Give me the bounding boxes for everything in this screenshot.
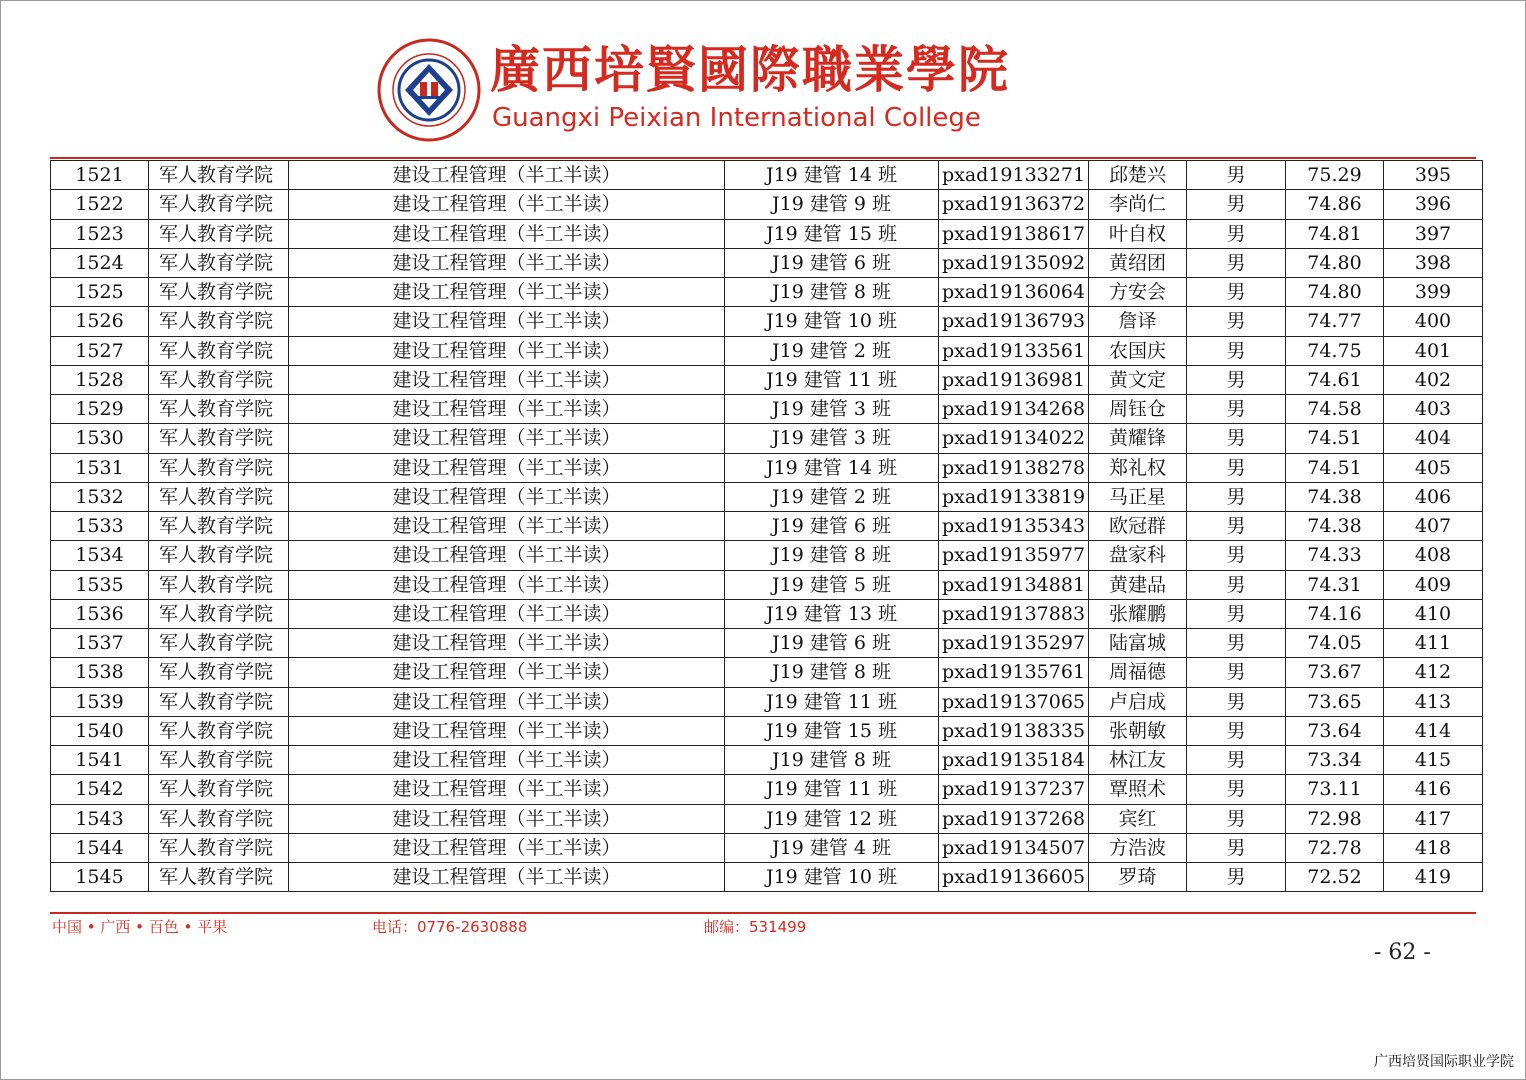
cell-college: 军人教育学院: [149, 512, 289, 541]
cell-student-id: pxad19136064: [939, 278, 1089, 307]
cell-major: 建设工程管理（半工半读）: [289, 570, 725, 599]
cell-class: J19 建管 8 班: [725, 541, 939, 570]
cell-name: 卢启成: [1089, 687, 1187, 716]
table-row: [51, 453, 1483, 482]
cell-class: J19 建管 13 班: [725, 599, 939, 628]
cell-gender: 男: [1187, 365, 1286, 394]
table-row: [51, 395, 1483, 424]
cell-rank: 1540: [51, 716, 149, 745]
cell-gender: 男: [1187, 161, 1286, 190]
cell-score: 74.31: [1286, 570, 1384, 599]
cell-student-id: pxad19137065: [939, 687, 1089, 716]
table-row: [51, 687, 1483, 716]
cell-class: J19 建管 2 班: [725, 336, 939, 365]
cell-class-rank: 415: [1384, 746, 1483, 775]
cell-name: 农国庆: [1089, 336, 1187, 365]
cell-rank: 1530: [51, 424, 149, 453]
cell-major: 建设工程管理（半工半读）: [289, 453, 725, 482]
cell-score: 74.51: [1286, 424, 1384, 453]
cell-student-id: pxad19136981: [939, 365, 1089, 394]
cell-gender: 男: [1187, 570, 1286, 599]
cell-class-rank: 403: [1384, 395, 1483, 424]
table-row: [51, 161, 1483, 190]
cell-major: 建设工程管理（半工半读）: [289, 278, 725, 307]
cell-score: 74.51: [1286, 453, 1384, 482]
cell-student-id: pxad19138335: [939, 716, 1089, 745]
cell-student-id: pxad19135343: [939, 512, 1089, 541]
cell-major: 建设工程管理（半工半读）: [289, 863, 725, 892]
cell-name: 黄绍团: [1089, 248, 1187, 277]
cell-rank: 1531: [51, 453, 149, 482]
table-row: [51, 570, 1483, 599]
cell-score: 74.86: [1286, 190, 1384, 219]
cell-major: 建设工程管理（半工半读）: [289, 219, 725, 248]
cell-rank: 1538: [51, 658, 149, 687]
cell-student-id: pxad19134268: [939, 395, 1089, 424]
cell-gender: 男: [1187, 453, 1286, 482]
cell-class-rank: 407: [1384, 512, 1483, 541]
table-row: [51, 599, 1483, 628]
cell-class-rank: 414: [1384, 716, 1483, 745]
cell-student-id: pxad19133561: [939, 336, 1089, 365]
cell-major: 建设工程管理（半工半读）: [289, 190, 725, 219]
cell-class: J19 建管 14 班: [725, 453, 939, 482]
cell-name: 詹译: [1089, 307, 1187, 336]
cell-score: 73.11: [1286, 775, 1384, 804]
cell-class-rank: 405: [1384, 453, 1483, 482]
cell-score: 74.16: [1286, 599, 1384, 628]
cell-college: 军人教育学院: [149, 482, 289, 511]
cell-major: 建设工程管理（半工半读）: [289, 482, 725, 511]
cell-name: 宾红: [1089, 804, 1187, 833]
cell-class-rank: 408: [1384, 541, 1483, 570]
college-seal-logo: [377, 38, 481, 142]
cell-name: 盘家科: [1089, 541, 1187, 570]
cell-gender: 男: [1187, 863, 1286, 892]
cell-name: 郑礼权: [1089, 453, 1187, 482]
cell-rank: 1528: [51, 365, 149, 394]
cell-college: 军人教育学院: [149, 775, 289, 804]
cell-class-rank: 418: [1384, 833, 1483, 862]
cell-name: 方安会: [1089, 278, 1187, 307]
cell-gender: 男: [1187, 482, 1286, 511]
cell-class-rank: 411: [1384, 629, 1483, 658]
cell-class: J19 建管 10 班: [725, 863, 939, 892]
cell-score: 74.58: [1286, 395, 1384, 424]
cell-gender: 男: [1187, 395, 1286, 424]
cell-class: J19 建管 5 班: [725, 570, 939, 599]
cell-college: 军人教育学院: [149, 833, 289, 862]
cell-student-id: pxad19133819: [939, 482, 1089, 511]
cell-score: 73.65: [1286, 687, 1384, 716]
cell-rank: 1526: [51, 307, 149, 336]
cell-gender: 男: [1187, 599, 1286, 628]
cell-class: J19 建管 15 班: [725, 219, 939, 248]
cell-score: 74.33: [1286, 541, 1384, 570]
cell-rank: 1532: [51, 482, 149, 511]
cell-class: J19 建管 9 班: [725, 190, 939, 219]
cell-name: 叶自权: [1089, 219, 1187, 248]
cell-rank: 1522: [51, 190, 149, 219]
cell-rank: 1544: [51, 833, 149, 862]
cell-class: J19 建管 3 班: [725, 395, 939, 424]
cell-score: 73.64: [1286, 716, 1384, 745]
cell-score: 74.80: [1286, 248, 1384, 277]
ranking-table: [50, 160, 1483, 892]
cell-student-id: pxad19136605: [939, 863, 1089, 892]
cell-student-id: pxad19137237: [939, 775, 1089, 804]
table-row: [51, 775, 1483, 804]
cell-class: J19 建管 11 班: [725, 687, 939, 716]
cell-major: 建设工程管理（半工半读）: [289, 833, 725, 862]
cell-major: 建设工程管理（半工半读）: [289, 512, 725, 541]
cell-student-id: pxad19133271: [939, 161, 1089, 190]
cell-name: 黄建品: [1089, 570, 1187, 599]
cell-class: J19 建管 3 班: [725, 424, 939, 453]
cell-college: 军人教育学院: [149, 219, 289, 248]
cell-gender: 男: [1187, 746, 1286, 775]
cell-class-rank: 399: [1384, 278, 1483, 307]
cell-student-id: pxad19135297: [939, 629, 1089, 658]
cell-rank: 1537: [51, 629, 149, 658]
footer-postcode: 邮编：531499: [704, 918, 807, 936]
cell-class-rank: 404: [1384, 424, 1483, 453]
cell-name: 覃照术: [1089, 775, 1187, 804]
table-row: [51, 248, 1483, 277]
cell-gender: 男: [1187, 804, 1286, 833]
cell-gender: 男: [1187, 424, 1286, 453]
cell-major: 建设工程管理（半工半读）: [289, 746, 725, 775]
cell-class-rank: 397: [1384, 219, 1483, 248]
cell-class: J19 建管 14 班: [725, 161, 939, 190]
cell-student-id: pxad19135184: [939, 746, 1089, 775]
cell-gender: 男: [1187, 716, 1286, 745]
cell-gender: 男: [1187, 278, 1286, 307]
cell-college: 军人教育学院: [149, 278, 289, 307]
table-row: [51, 716, 1483, 745]
cell-rank: 1529: [51, 395, 149, 424]
cell-name: 林江友: [1089, 746, 1187, 775]
cell-class: J19 建管 11 班: [725, 365, 939, 394]
cell-rank: 1543: [51, 804, 149, 833]
cell-major: 建设工程管理（半工半读）: [289, 775, 725, 804]
cell-class: J19 建管 2 班: [725, 482, 939, 511]
cell-college: 军人教育学院: [149, 541, 289, 570]
table-row: [51, 833, 1483, 862]
cell-rank: 1539: [51, 687, 149, 716]
table-row: [51, 482, 1483, 511]
cell-major: 建设工程管理（半工半读）: [289, 161, 725, 190]
cell-college: 军人教育学院: [149, 424, 289, 453]
cell-gender: 男: [1187, 629, 1286, 658]
cell-student-id: pxad19136372: [939, 190, 1089, 219]
cell-class: J19 建管 8 班: [725, 746, 939, 775]
cell-name: 方浩波: [1089, 833, 1187, 862]
cell-college: 军人教育学院: [149, 453, 289, 482]
watermark-text: 广西培贤国际职业学院: [1374, 1054, 1514, 1070]
table-row: [51, 278, 1483, 307]
table-row: [51, 541, 1483, 570]
cell-class-rank: 396: [1384, 190, 1483, 219]
cell-name: 黄耀锋: [1089, 424, 1187, 453]
cell-rank: 1542: [51, 775, 149, 804]
cell-class-rank: 402: [1384, 365, 1483, 394]
cell-rank: 1523: [51, 219, 149, 248]
cell-major: 建设工程管理（半工半读）: [289, 629, 725, 658]
cell-class-rank: 409: [1384, 570, 1483, 599]
cell-gender: 男: [1187, 190, 1286, 219]
cell-rank: 1525: [51, 278, 149, 307]
cell-major: 建设工程管理（半工半读）: [289, 336, 725, 365]
cell-student-id: pxad19136793: [939, 307, 1089, 336]
cell-name: 张耀鹏: [1089, 599, 1187, 628]
cell-student-id: pxad19135092: [939, 248, 1089, 277]
cell-student-id: pxad19134507: [939, 833, 1089, 862]
page-number: - 62 -: [1374, 940, 1431, 965]
cell-score: 74.80: [1286, 278, 1384, 307]
cell-college: 军人教育学院: [149, 599, 289, 628]
cell-gender: 男: [1187, 833, 1286, 862]
table-row: [51, 746, 1483, 775]
cell-rank: 1536: [51, 599, 149, 628]
cell-rank: 1545: [51, 863, 149, 892]
cell-college: 军人教育学院: [149, 365, 289, 394]
cell-college: 军人教育学院: [149, 746, 289, 775]
cell-class: J19 建管 10 班: [725, 307, 939, 336]
cell-major: 建设工程管理（半工半读）: [289, 541, 725, 570]
cell-student-id: pxad19137883: [939, 599, 1089, 628]
cell-score: 73.67: [1286, 658, 1384, 687]
table-row: [51, 658, 1483, 687]
cell-rank: 1533: [51, 512, 149, 541]
cell-student-id: pxad19134022: [939, 424, 1089, 453]
cell-class: J19 建管 6 班: [725, 512, 939, 541]
cell-score: 74.38: [1286, 512, 1384, 541]
cell-class-rank: 419: [1384, 863, 1483, 892]
cell-major: 建设工程管理（半工半读）: [289, 599, 725, 628]
cell-class-rank: 417: [1384, 804, 1483, 833]
cell-name: 黄文定: [1089, 365, 1187, 394]
cell-class: J19 建管 4 班: [725, 833, 939, 862]
cell-major: 建设工程管理（半工半读）: [289, 687, 725, 716]
cell-gender: 男: [1187, 248, 1286, 277]
cell-student-id: pxad19138617: [939, 219, 1089, 248]
cell-class-rank: 416: [1384, 775, 1483, 804]
cell-score: 74.75: [1286, 336, 1384, 365]
table-row: [51, 863, 1483, 892]
cell-rank: 1534: [51, 541, 149, 570]
cell-major: 建设工程管理（半工半读）: [289, 804, 725, 833]
cell-name: 李尚仁: [1089, 190, 1187, 219]
cell-college: 军人教育学院: [149, 248, 289, 277]
table-row: [51, 629, 1483, 658]
table-body: [51, 161, 1483, 892]
table-row: [51, 307, 1483, 336]
cell-rank: 1535: [51, 570, 149, 599]
cell-college: 军人教育学院: [149, 804, 289, 833]
table-row: [51, 336, 1483, 365]
cell-score: 74.38: [1286, 482, 1384, 511]
cell-student-id: pxad19137268: [939, 804, 1089, 833]
table-row: [51, 219, 1483, 248]
cell-class: J19 建管 6 班: [725, 248, 939, 277]
header-divider: [50, 157, 1476, 159]
cell-class: J19 建管 12 班: [725, 804, 939, 833]
cell-class: J19 建管 8 班: [725, 658, 939, 687]
cell-college: 军人教育学院: [149, 658, 289, 687]
table-row: [51, 804, 1483, 833]
cell-name: 张朝敏: [1089, 716, 1187, 745]
cell-student-id: pxad19134881: [939, 570, 1089, 599]
cell-score: 74.77: [1286, 307, 1384, 336]
cell-college: 军人教育学院: [149, 863, 289, 892]
footer-divider: [50, 912, 1476, 914]
table-row: [51, 424, 1483, 453]
cell-major: 建设工程管理（半工半读）: [289, 395, 725, 424]
cell-major: 建设工程管理（半工半读）: [289, 365, 725, 394]
cell-rank: 1524: [51, 248, 149, 277]
cell-score: 72.98: [1286, 804, 1384, 833]
cell-college: 军人教育学院: [149, 570, 289, 599]
cell-gender: 男: [1187, 219, 1286, 248]
cell-class-rank: 398: [1384, 248, 1483, 277]
cell-major: 建设工程管理（半工半读）: [289, 658, 725, 687]
footer-phone: 电话：0776-2630888: [372, 918, 528, 936]
cell-major: 建设工程管理（半工半读）: [289, 424, 725, 453]
cell-score: 74.05: [1286, 629, 1384, 658]
cell-name: 欧冠群: [1089, 512, 1187, 541]
cell-class-rank: 412: [1384, 658, 1483, 687]
cell-score: 74.61: [1286, 365, 1384, 394]
cell-name: 周福德: [1089, 658, 1187, 687]
footer-location: 中国 • 广西 • 百色 • 平果: [52, 918, 228, 936]
cell-college: 军人教育学院: [149, 395, 289, 424]
cell-rank: 1527: [51, 336, 149, 365]
cell-class-rank: 410: [1384, 599, 1483, 628]
cell-college: 军人教育学院: [149, 687, 289, 716]
cell-college: 军人教育学院: [149, 716, 289, 745]
table-row: [51, 365, 1483, 394]
cell-class-rank: 401: [1384, 336, 1483, 365]
cell-rank: 1541: [51, 746, 149, 775]
cell-college: 军人教育学院: [149, 629, 289, 658]
cell-gender: 男: [1187, 336, 1286, 365]
cell-major: 建设工程管理（半工半读）: [289, 716, 725, 745]
cell-name: 马正星: [1089, 482, 1187, 511]
college-title-chinese: 廣西培賢國際職業學院: [490, 40, 1010, 99]
cell-gender: 男: [1187, 658, 1286, 687]
cell-college: 军人教育学院: [149, 336, 289, 365]
cell-college: 军人教育学院: [149, 161, 289, 190]
cell-gender: 男: [1187, 541, 1286, 570]
cell-score: 74.81: [1286, 219, 1384, 248]
college-title-english: Guangxi Peixian International College: [492, 103, 981, 133]
cell-name: 陆富城: [1089, 629, 1187, 658]
cell-score: 73.34: [1286, 746, 1384, 775]
cell-gender: 男: [1187, 307, 1286, 336]
cell-class: J19 建管 11 班: [725, 775, 939, 804]
cell-gender: 男: [1187, 687, 1286, 716]
cell-score: 72.78: [1286, 833, 1384, 862]
cell-class-rank: 406: [1384, 482, 1483, 511]
cell-class-rank: 413: [1384, 687, 1483, 716]
cell-name: 邱楚兴: [1089, 161, 1187, 190]
cell-major: 建设工程管理（半工半读）: [289, 248, 725, 277]
cell-major: 建设工程管理（半工半读）: [289, 307, 725, 336]
cell-score: 75.29: [1286, 161, 1384, 190]
cell-college: 军人教育学院: [149, 190, 289, 219]
cell-class-rank: 395: [1384, 161, 1483, 190]
cell-class: J19 建管 6 班: [725, 629, 939, 658]
cell-student-id: pxad19138278: [939, 453, 1089, 482]
cell-score: 72.52: [1286, 863, 1384, 892]
cell-class-rank: 400: [1384, 307, 1483, 336]
cell-class: J19 建管 8 班: [725, 278, 939, 307]
cell-college: 军人教育学院: [149, 307, 289, 336]
cell-name: 周钰仓: [1089, 395, 1187, 424]
cell-gender: 男: [1187, 512, 1286, 541]
table-row: [51, 190, 1483, 219]
cell-gender: 男: [1187, 775, 1286, 804]
cell-class: J19 建管 15 班: [725, 716, 939, 745]
cell-rank: 1521: [51, 161, 149, 190]
cell-name: 罗琦: [1089, 863, 1187, 892]
cell-student-id: pxad19135977: [939, 541, 1089, 570]
cell-student-id: pxad19135761: [939, 658, 1089, 687]
table-row: [51, 512, 1483, 541]
